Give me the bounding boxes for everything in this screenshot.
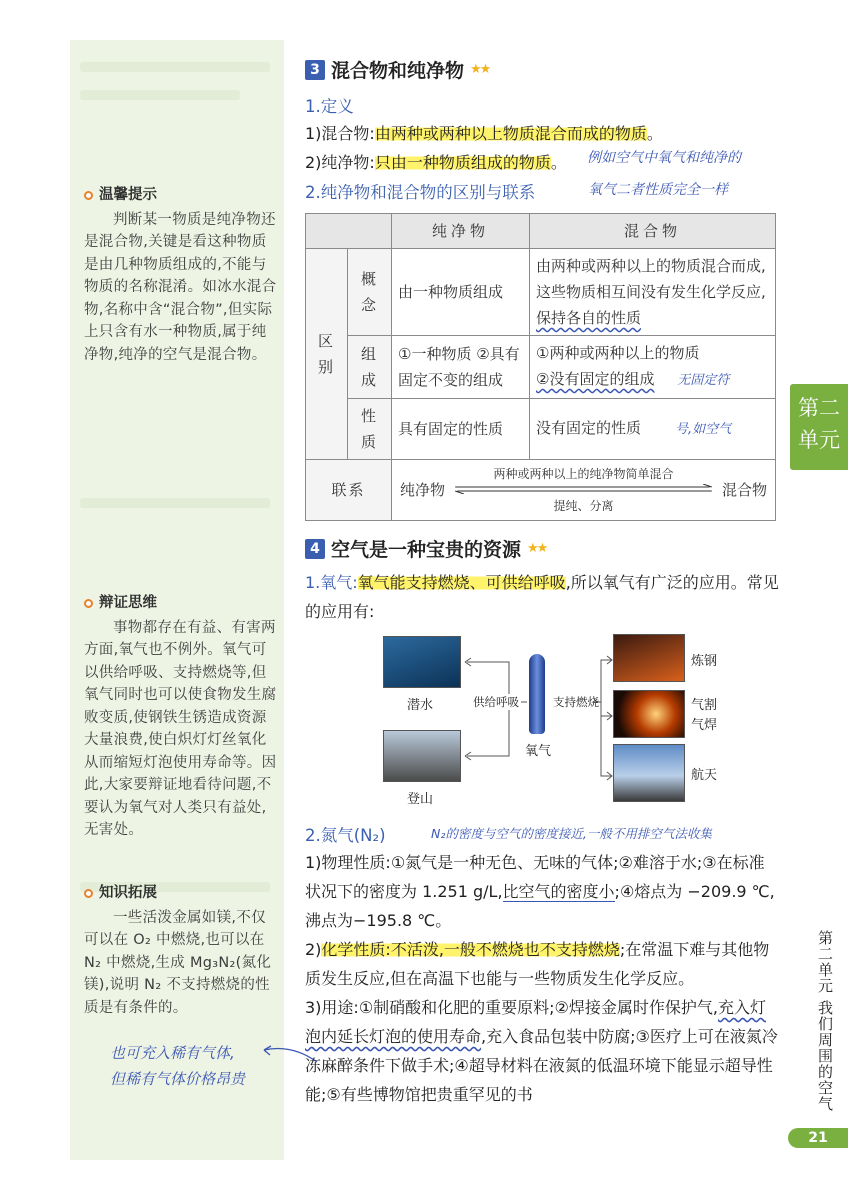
page-number: 21 [788,1128,848,1148]
nitrogen-uses: 3)用途:①制硝酸和化肥的重要原料;②焊接金属时作保护气,充入灯泡内延长灯泡的使用寿命,充入食品包装中防腐;③医疗上可在液氮冷冻麻醉条件下做手术;④超导材料在液氮的低温环境下能显示超导性能;⑤有些博物馆把贵重罕见的书 [305,998,778,1104]
oxygen-diagram: 潜水 登山 供给呼吸 氧气 支持燃烧 炼钢 气割 气焊 航天 [305,634,780,812]
welding-photo [613,690,685,738]
branch-arrows [593,654,613,794]
col-head-pure: 纯净物 [392,214,530,249]
cell-link [392,460,776,521]
row-head-link: 联系 [306,460,392,521]
dialectic-note [84,592,280,842]
unit-tab: 第二单元 [790,384,848,470]
section3-title: 3 混合物和纯净物 ★★ [305,56,780,83]
star-icon: ★★ [527,541,547,556]
extension-heading: 知识拓展 [99,885,157,901]
tip-note [84,184,280,366]
dialectic-body: 事物都存在有益、有害两方面,氧气也不例外。氧气可以供给呼吸、支持燃烧等,但氧气同时也可以使食物发生腐败变质,使钢铁生锈造成资源大量浪费,使白炽灯灯丝氧化从而缩短灯泡使用寿命等。因此,大家要辩证地看待问题,不要认为氧气对人类只有益处,无害处。 [84,619,277,838]
row-label-composition: 组成 [348,336,392,399]
row-label-concept: 概念 [348,249,392,336]
climbing-photo [383,730,461,782]
definition-subtitle: 1.定义 [305,97,354,116]
handwritten-note-nitrogen: N₂的密度与空气的密度接近,一般不用排空气法收集 [431,826,712,841]
oxygen-cylinder-icon [529,654,545,734]
compare-subtitle: 2.纯净物和混合物的区别与联系 [305,183,536,202]
link-top-label: 两种或两种以上的纯净物简单混合 [493,467,674,481]
col-head-mix: 混合物 [530,214,776,249]
row-head-diff: 区别 [306,249,348,460]
link-right: 混合物 [721,481,767,499]
extension-body: 一些活泼金属如镁,不仅可以在 O₂ 中燃烧,也可以在 N₂ 中燃烧,生成 Mg₃N₂(氮化镁),说明 N₂ 不支持燃烧的性质是有条件的。 [84,909,272,1016]
link-arrows-icon [453,484,714,494]
bullet-icon [84,599,93,608]
nitrogen-physical: 1)物理性质:①氮气是一种无色、无味的气体;②难溶于水;③在标准状况下的密度为 1.251 g/L,比空气的密度小;④熔点为 −209.9 ℃,沸点为−195.8 ℃。 [305,853,775,930]
nitrogen-chemical: 2)化学性质:不活泼,一般不燃烧也不支持燃烧;在常温下难与其他物质发生反应,但在高温下也能与一些物质发生化学反应。 [305,940,770,988]
link-left: 纯净物 [400,481,446,499]
section4-title: 4 空气是一种宝贵的资源 ★★ [305,535,780,562]
cell-mix-composition: ①两种或两种以上的物质 ②没有固定的组成 无固定符 [530,336,776,399]
def-mixture: 1)混合物:由两种或两种以上物质混合而成的物质。 [305,124,663,143]
tip-body: 判断某一物质是纯净物还是混合物,关键是看这种物质是由几种物质组成的,不能与物质的名称混淆。如冰水混合物,名称中含“混合物”,但实际上只含有水一种物质,属于纯净物,纯净的空气是混合物。 [84,211,277,363]
oxygen-para: 1.氧气:氧气能支持燃烧、可供给呼吸,所以氧气有广泛的应用。常见的应用有: [305,573,779,621]
handwritten-margin-note: 也可充入稀有气体, 但稀有气体价格昂贵 [110,1044,246,1088]
cell-mix-concept: 由两种或两种以上的物质混合而成,这些物质相互间没有发生化学反应,保持各自的性质 [530,249,776,336]
bullet-icon [84,889,93,898]
handwritten-note-air: 号,如空气 [675,422,732,437]
link-bottom-label: 提纯、分离 [553,499,614,513]
row-label-property: 性质 [348,399,392,460]
star-icon: ★★ [470,62,490,77]
dialectic-heading: 辩证思维 [99,595,157,611]
cell-pure-property: 具有固定的性质 [392,399,530,460]
cell-pure-composition: ①一种物质 ②具有固定不变的组成 [392,336,530,399]
compare-table [305,213,776,521]
tip-heading: 温馨提示 [99,187,157,203]
running-header: 第二单元 我们周围的空气 [816,930,834,1112]
main-content [305,56,780,1109]
diving-photo [383,636,461,688]
spaceflight-photo [613,744,685,802]
steelmaking-photo [613,634,685,682]
handwritten-note-no-formula: 无固定符 [677,373,730,388]
cell-pure-concept: 由一种物质组成 [392,249,530,336]
nitrogen-subtitle: 2.氮气(N₂) [305,826,386,845]
cell-mix-property: 没有固定的性质 号,如空气 [530,399,776,460]
bullet-icon [84,191,93,200]
def-pure: 2)纯净物:只由一种物质组成的物质。 例如空气中氧气和纯净的 [305,148,780,177]
extension-note [84,882,280,1019]
handwritten-note-oxygen: 例如空气中氧气和纯净的 [587,150,741,166]
handwritten-note-oxygen-2: 氧气二者性质完全一样 [588,182,728,198]
